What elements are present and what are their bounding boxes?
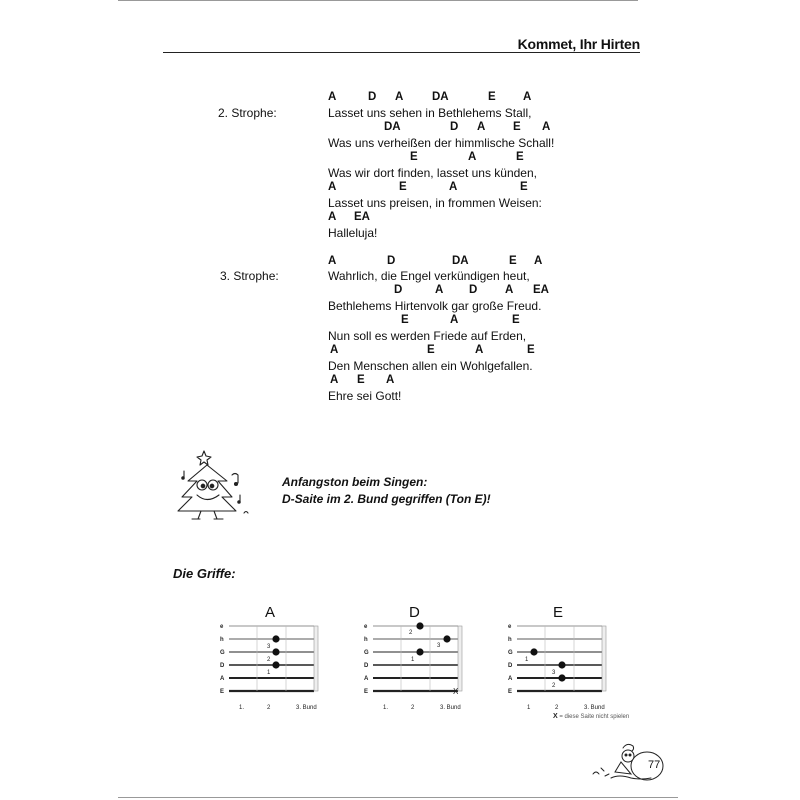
string-label: h	[220, 637, 224, 643]
string-label: G	[364, 650, 369, 656]
lyric-line: Lasset uns sehen in Bethlehems Stall,	[328, 106, 532, 120]
chord-diagram-d	[354, 604, 472, 716]
string-label: A	[508, 676, 513, 682]
chord-symbol: DA	[432, 91, 449, 103]
page-title: Kommet, Ihr Hirten	[517, 36, 640, 52]
chord-symbol: A	[330, 374, 339, 386]
section-title-griffe: Die Griffe:	[173, 566, 236, 581]
chord-diagram-title: A	[265, 604, 276, 621]
chord-symbol: E	[410, 151, 418, 163]
chord-diagram-title: D	[409, 604, 420, 621]
hint-line-2: D-Saite im 2. Bund gegriffen (Ton E)!	[282, 492, 491, 506]
chord-symbol: A	[395, 91, 404, 103]
fret-label: 2	[267, 705, 271, 711]
finger-dot	[416, 622, 423, 629]
lyric-line: Was uns verheißen der himmlische Schall!	[328, 136, 555, 150]
chord-symbol: DA	[452, 255, 469, 267]
string-label: E	[508, 689, 513, 695]
chord-symbol: E	[488, 91, 496, 103]
string-label: A	[364, 676, 369, 682]
lyric-line: Lasset uns preisen, in frommen Weisen:	[328, 196, 542, 210]
verse-label: 3. Strophe:	[220, 269, 279, 283]
chord-symbol: A	[328, 91, 337, 103]
string-label: e	[508, 624, 512, 630]
finger-dot	[272, 661, 279, 668]
chord-symbol: A	[386, 374, 395, 386]
hint-line-1: Anfangston beim Singen:	[282, 475, 428, 489]
verse-label: 2. Strophe:	[218, 106, 277, 120]
chord-row	[328, 181, 628, 196]
string-label: G	[508, 650, 513, 656]
fret-label: 2	[555, 705, 559, 711]
chord-symbol: E	[520, 181, 528, 193]
lyric-line: Bethlehems Hirtenvolk gar große Freud.	[328, 299, 542, 313]
finger-dot	[558, 661, 565, 668]
christmas-tree-mascot-icon	[170, 445, 250, 525]
finger-number: 2	[267, 657, 271, 663]
string-label: e	[364, 624, 368, 630]
header-rule	[163, 52, 640, 53]
chord-symbol: A	[542, 121, 551, 133]
chord-symbol: A	[475, 344, 484, 356]
chord-symbol: A	[330, 344, 339, 356]
chord-symbol: E	[427, 344, 435, 356]
chord-symbol: DA	[384, 121, 401, 133]
chord-symbol: EA	[533, 284, 549, 296]
chord-diagram-a	[210, 604, 328, 716]
chord-symbol: A	[328, 255, 337, 267]
chord-symbol: E	[509, 255, 517, 267]
chord-symbol: E	[399, 181, 407, 193]
chord-symbol: D	[469, 284, 478, 296]
chord-symbol: A	[523, 91, 532, 103]
finger-dot	[530, 648, 537, 655]
fret-label: 3. Bund	[584, 705, 605, 711]
finger-dot	[558, 674, 565, 681]
chord-row	[328, 91, 628, 106]
finger-number: 3	[552, 670, 556, 676]
chord-symbol: E	[527, 344, 535, 356]
finger-dot	[272, 648, 279, 655]
fret-label: 1.	[239, 705, 245, 711]
chord-symbol: A	[534, 255, 543, 267]
string-label: D	[364, 663, 369, 669]
finger-number: 2	[409, 630, 413, 636]
chord-symbol: A	[468, 151, 477, 163]
string-label: E	[364, 689, 369, 695]
lyric-line: Den Menschen allen ein Wohlgefallen.	[328, 359, 533, 373]
muted-string-mark: X	[453, 687, 459, 696]
chord-row	[328, 121, 628, 136]
fret-label: 3. Bund	[296, 705, 317, 711]
lyric-line: Ehre sei Gott!	[328, 389, 402, 403]
finger-dot	[416, 648, 423, 655]
finger-number: 3	[267, 644, 271, 650]
chord-diagram-title: E	[553, 604, 564, 621]
chord-diagram-e	[498, 604, 616, 716]
chord-symbol: A	[449, 181, 458, 193]
legend-mark: X	[553, 713, 558, 720]
chord-row	[328, 374, 628, 389]
chord-row	[328, 255, 628, 270]
chord-symbol: A	[328, 211, 337, 223]
chord-symbol: A	[477, 121, 486, 133]
lyric-line: Wahrlich, die Engel verkündigen heut,	[328, 269, 530, 283]
finger-number: 1	[411, 657, 415, 663]
chord-symbol: EA	[354, 211, 370, 223]
string-label: G	[220, 650, 225, 656]
chord-symbol: A	[328, 181, 337, 193]
string-label: D	[508, 663, 513, 669]
page-number: 77	[648, 759, 661, 771]
chord-symbol: A	[450, 314, 459, 326]
chord-symbol: A	[435, 284, 444, 296]
chord-symbol: E	[357, 374, 365, 386]
string-label: e	[220, 624, 224, 630]
chord-symbol: E	[512, 314, 520, 326]
chord-symbol: D	[450, 121, 459, 133]
fret-label: 1	[527, 705, 531, 711]
chord-row	[328, 284, 628, 299]
page-edge-mark	[118, 797, 678, 798]
chord-symbol: E	[401, 314, 409, 326]
string-label: D	[220, 663, 225, 669]
chord-row	[328, 211, 628, 226]
finger-number: 2	[552, 683, 556, 689]
lyric-line: Halleluja!	[328, 226, 378, 240]
chord-symbol: E	[513, 121, 521, 133]
lyric-line: Was wir dort finden, lasset uns künden,	[328, 166, 537, 180]
string-label: h	[364, 637, 368, 643]
chord-symbol: A	[505, 284, 514, 296]
finger-number: 1	[267, 670, 271, 676]
string-label: h	[508, 637, 512, 643]
fret-label: 2	[411, 705, 415, 711]
chord-row	[328, 151, 628, 166]
chord-symbol: D	[394, 284, 403, 296]
legend-note	[553, 713, 629, 720]
string-label: A	[220, 676, 225, 682]
chord-symbol: E	[516, 151, 524, 163]
page-edge-mark	[118, 0, 638, 1]
chord-row	[328, 314, 628, 329]
chord-row	[328, 344, 628, 359]
finger-dot	[443, 635, 450, 642]
fret-label: 1.	[383, 705, 389, 711]
chord-symbol: D	[387, 255, 396, 267]
finger-number: 3	[437, 643, 441, 649]
lyric-line: Nun soll es werden Friede auf Erden,	[328, 329, 527, 343]
legend-text: = diese Saite nicht spielen	[559, 714, 630, 720]
string-label: E	[220, 689, 225, 695]
chord-symbol: D	[368, 91, 377, 103]
finger-number: 1	[525, 657, 529, 663]
finger-dot	[272, 635, 279, 642]
fret-label: 3. Bund	[440, 705, 461, 711]
